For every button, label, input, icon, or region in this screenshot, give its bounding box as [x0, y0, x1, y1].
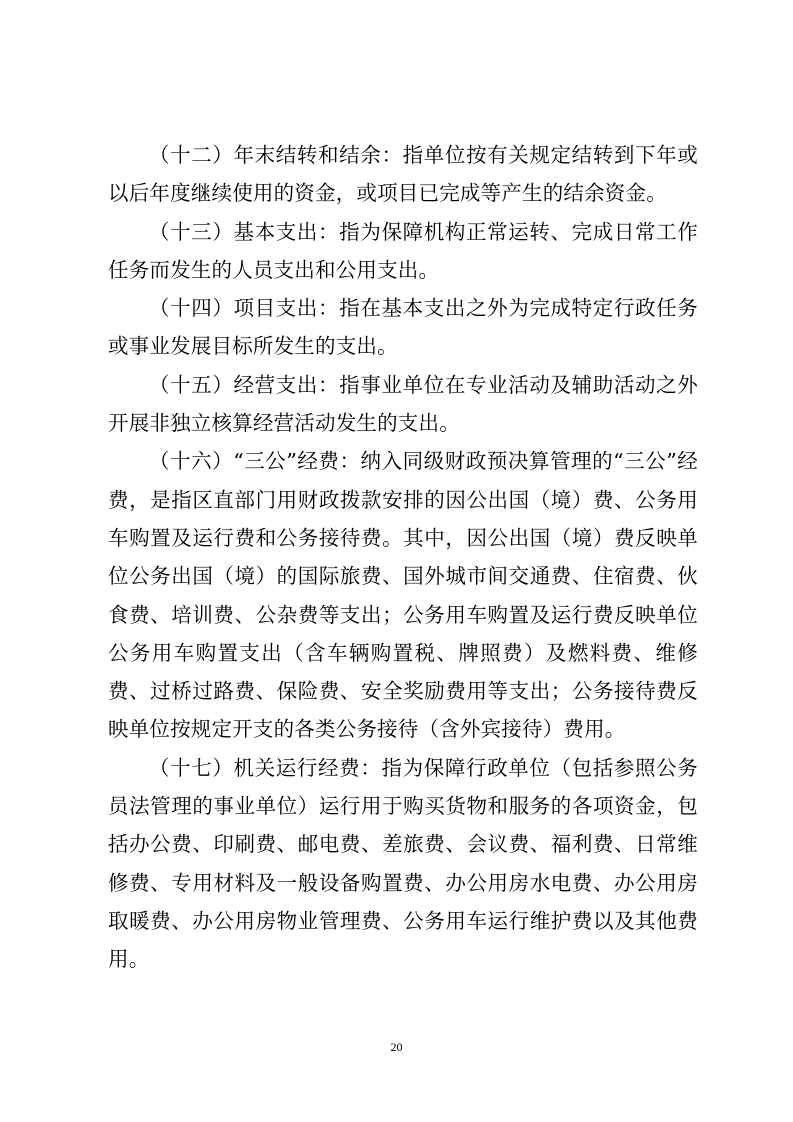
- paragraph-operating-expenditure: （十五）经营支出：指事业单位在专业活动及辅助活动之外开展非独立核算经营活动发生的支出。: [108, 372, 698, 436]
- paragraph-three-public-expenses: （十六）“三公”经费：纳入同级财政预决算管理的“三公”经费，是指区直部门用财政拨款安排的因公出国（境）费、公务用车购置及运行费和公务接待费。其中，因公出国（境）费反映单位公务出国（境）的国际旅费、国外城市间交通费、住宿费、伙食费、培训费、公杂费等支出；公务用车购置及运行费反映单位公务用车购置支出（含车辆购置税、牌照费）及燃料费、维修费、过桥过路费、保险费、安全奖励费用等支出；公务接待费反映单位按规定开支的各类公务接待（含外宾接待）费用。: [108, 449, 698, 742]
- paragraph-project-expenditure: （十四）项目支出：指在基本支出之外为完成特定行政任务或事业发展目标所发生的支出。: [108, 296, 698, 359]
- paragraph-year-end-balance: （十二）年末结转和结余：指单位按有关规定结转到下年或以后年度继续使用的资金，或项目已完成等产生的结余资金。: [108, 143, 698, 206]
- paragraph-basic-expenditure: （十三）基本支出：指为保障机构正常运转、完成日常工作任务而发生的人员支出和公用支出。: [108, 219, 698, 282]
- page-number: 20: [390, 1040, 403, 1054]
- paragraph-agency-operating-expenses: （十七）机关运行经费：指为保障行政单位（包括参照公务员法管理的事业单位）运行用于购买货物和服务的各项资金，包括办公费、印刷费、邮电费、差旅费、会议费、福利费、日常维修费、专用材料及一般设备购置费、办公用房水电费、办公用房取暖费、办公用房物业管理费、公务用车运行维护费以及其他费用。: [108, 755, 698, 972]
- document-body: [108, 136, 698, 979]
